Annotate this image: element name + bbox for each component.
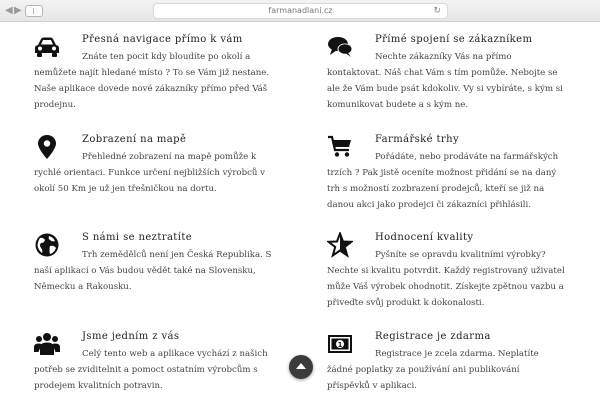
browser-toolbar [0, 0, 600, 22]
sidebar-toggle-icon[interactable] [25, 5, 43, 17]
scroll-to-top-button[interactable] [289, 355, 313, 379]
url-text: farmanadlani.cz [268, 6, 333, 15]
address-bar[interactable] [153, 3, 448, 19]
feature-text: Pořádáte, nebo prodáváte na farmářských trzích ? Pak jistě oceníte možnost přidání se na daný trh s možností zozbrazení prodejců, kteří se již na danou akci jako prodejci či zákazníci přihlásili. [327, 152, 559, 210]
feature-text: Přehledné zobrazení na mapě pomůže k rychlé orientaci. Funkce určení nejbližších výrobců v okolí 50 Km je už jen třešničkou na dortu. [34, 152, 266, 194]
feature-title: Jsme jedním z vás [82, 331, 180, 342]
feature-text: Trh zemědělců není jen Česká Republika. S naší aplikací o Vás budou vědět také na Slovensku, Německu a Rakousku. [34, 250, 272, 292]
back-arrow-icon[interactable]: ◀ [5, 5, 13, 16]
feature-text: Znáte ten pocit kdy bloudíte po okolí a nemůžete najít hledané místo ? To se Vám již nestane. Naše aplikace dovede nové zákazníky přímo před Váš prodejnu. [34, 52, 270, 110]
feature-title: Přímé spojení se zákazníkem [375, 34, 533, 45]
chevron-up-icon [296, 363, 306, 369]
feature-text: Registrace je zcela zdarma. Neplatíte žádné poplatky za používání ani publikování příspěvků v aplikaci. [327, 349, 539, 391]
feature-title: Přesná navigace přímo k vám [82, 34, 243, 45]
svg-text:1: 1 [337, 341, 343, 349]
feature-text: Nechte zákazníky Vás na přímo kontaktovat. Náš chat Vám s tím pomůže. Nebojte se ale že Vám bude psát kdokoliv. Vy si vybíráte, s kým si komunikovat budete a s kým ne. [327, 52, 563, 110]
feature-title: S námi se neztratíte [82, 232, 193, 243]
feature-title: Hodnocení kvality [375, 232, 474, 243]
feature-text: Pyšníte se opravdu kvalitními výrobky? Nechte si kvalitu potvrdit. Každý registrovaný uživatel může Váš výrobek ohodnotit. Získejte zpětnou vazbu a přiveďte svůj produkt k dokonalosti. [327, 250, 565, 308]
feature-title: Farmářské trhy [375, 134, 460, 145]
feature-text: Celý tento web a aplikace vychází z našich potřeb se zviditelnit a pomoct ostatním výrobcům s prodejem kvalitních potravin. [34, 349, 268, 391]
feature-title: Zobrazení na mapě [82, 134, 187, 145]
reload-icon[interactable]: ↻ [433, 6, 441, 16]
feature-title: Registrace je zdarma [375, 331, 491, 342]
forward-arrow-icon[interactable]: ▶ [14, 5, 22, 16]
